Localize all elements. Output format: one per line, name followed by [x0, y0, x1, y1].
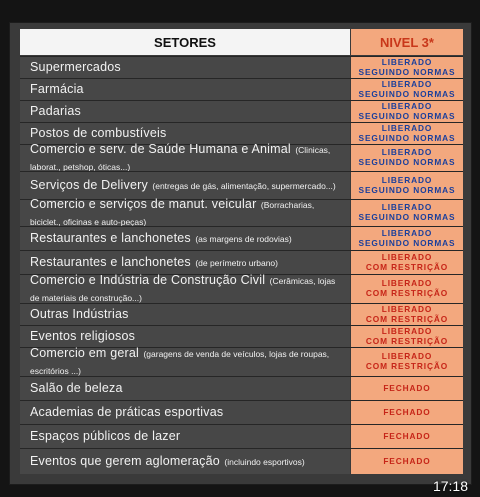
status-cell [351, 304, 463, 325]
sector-cell [20, 251, 350, 274]
status-text: SEGUINDO NORMAS [358, 237, 456, 248]
table-row [20, 250, 463, 274]
sector-name: Academias de práticas esportivas [30, 405, 224, 420]
sector-table [9, 22, 472, 485]
sector-text [30, 81, 340, 98]
sector-note: (de perímetro urbano) [195, 258, 278, 269]
sector-text [30, 230, 340, 247]
sector-cell [20, 425, 350, 448]
status-cell [351, 425, 463, 448]
sector-cell [20, 275, 350, 303]
sector-name: Comercio e Indústria de Construção Civil [30, 273, 266, 288]
header-level: NIVEL 3* [351, 29, 463, 55]
sector-note: (Clinicas, laborat., petshop, óticas...) [30, 145, 331, 172]
sector-name: Serviços de Delivery [30, 178, 148, 193]
status-cell [351, 145, 463, 171]
status-text: LIBERADO [381, 100, 433, 111]
status-text: SEGUINDO NORMAS [358, 110, 456, 121]
table-row [20, 424, 463, 448]
status-text: LIBERADO [381, 325, 433, 336]
status-text: COM RESTRIÇÃO [365, 261, 449, 272]
sector-cell [20, 377, 350, 400]
status-cell [351, 348, 463, 376]
status-cell [351, 401, 463, 424]
sector-cell [20, 401, 350, 424]
table-row [20, 274, 463, 303]
sector-note: (Cerâmicas, lojas de materiais de construção...) [30, 276, 336, 303]
sector-text [30, 328, 340, 345]
status-text: LIBERADO [381, 202, 433, 213]
sector-text [30, 380, 340, 397]
sector-note: (entregas de gás, alimentação, supermercado...) [152, 181, 336, 192]
table-row [20, 226, 463, 250]
sector-cell [20, 79, 350, 100]
table-row [20, 347, 463, 376]
sector-text [30, 141, 340, 175]
sector-cell [20, 449, 350, 474]
sector-name: Outras Indústrias [30, 307, 129, 322]
table-row [20, 100, 463, 122]
sector-cell [20, 101, 350, 122]
sector-name: Eventos que gerem aglomeração [30, 454, 220, 469]
status-text: SEGUINDO NORMAS [358, 157, 456, 167]
status-text: SEGUINDO NORMAS [358, 132, 456, 143]
status-cell [351, 377, 463, 400]
status-text: COM RESTRIÇÃO [365, 335, 449, 346]
sector-name: Supermercados [30, 60, 121, 75]
status-cell [351, 227, 463, 250]
status-cell [351, 326, 463, 347]
status-cell [351, 200, 463, 226]
sector-text [30, 59, 340, 76]
status-text: FECHADO [383, 430, 431, 441]
table-row [20, 78, 463, 100]
status-text: SEGUINDO NORMAS [358, 88, 456, 99]
status-text: SEGUINDO NORMAS [358, 212, 456, 222]
sector-cell [20, 304, 350, 325]
status-text: LIBERADO [381, 351, 433, 362]
sector-cell [20, 326, 350, 347]
sector-text [30, 272, 340, 306]
status-text: FECHADO [383, 382, 431, 393]
sector-note: (garagens de venda de veículos, lojas de roupas, escritórios ...) [30, 349, 330, 376]
status-cell [351, 57, 463, 78]
status-text: LIBERADO [381, 122, 433, 133]
sector-text [30, 404, 340, 421]
sector-cell [20, 57, 350, 78]
status-text: LIBERADO [381, 251, 433, 262]
status-text: LIBERADO [381, 56, 433, 67]
sector-name: Padarias [30, 104, 81, 119]
status-cell [351, 275, 463, 303]
sector-text [30, 306, 340, 323]
sector-cell [20, 142, 350, 172]
table-row [20, 303, 463, 325]
video-timestamp: 17:18 [432, 478, 468, 494]
status-cell [351, 449, 463, 474]
status-text: LIBERADO [381, 147, 433, 158]
table-row [20, 199, 463, 226]
table-row [20, 376, 463, 400]
sector-name: Farmácia [30, 82, 84, 97]
sector-name: Postos de combustíveis [30, 126, 167, 141]
status-cell [351, 251, 463, 274]
sector-name: Salão de beleza [30, 381, 123, 396]
sector-text [30, 453, 340, 470]
status-text: FECHADO [383, 455, 431, 466]
sector-name: Espaços públicos de lazer [30, 429, 181, 444]
sector-name: Restaurantes e lanchonetes [30, 231, 191, 246]
sector-name: Comercio e serviços de manut. veicular [30, 197, 257, 212]
table-row [20, 448, 463, 474]
status-text: FECHADO [383, 406, 431, 417]
status-text: SEGUINDO NORMAS [358, 66, 456, 77]
table-row [20, 325, 463, 347]
sector-name: Comercio em geral [30, 346, 139, 361]
sector-text [30, 345, 340, 379]
status-text: LIBERADO [381, 278, 433, 289]
sector-cell [20, 172, 350, 199]
sector-name: Comercio e serv. de Saúde Humana e Animal [30, 142, 291, 157]
sector-note: (as margens de rodovias) [195, 234, 292, 245]
status-text: COM RESTRIÇÃO [365, 288, 449, 298]
sector-note: (incluindo esportivos) [224, 457, 305, 468]
sector-text [30, 177, 340, 194]
table-row [20, 171, 463, 199]
status-cell [351, 101, 463, 122]
sector-text [30, 103, 340, 120]
sector-name: Eventos religiosos [30, 329, 136, 344]
status-cell [351, 123, 463, 144]
status-cell [351, 172, 463, 199]
sector-note: (Borracharias, biciclet., oficinas e auto-peças) [30, 200, 315, 227]
status-text: SEGUINDO NORMAS [358, 184, 456, 195]
table-row [20, 400, 463, 424]
sector-text [30, 428, 340, 445]
sector-cell [20, 348, 350, 376]
sector-text [30, 254, 340, 271]
status-text: LIBERADO [381, 303, 433, 314]
status-text: LIBERADO [381, 174, 433, 185]
header-sectors: SETORES [20, 29, 350, 55]
status-text: LIBERADO [381, 227, 433, 238]
sector-text [30, 196, 340, 230]
status-cell [351, 79, 463, 100]
sector-cell [20, 227, 350, 250]
sector-cell [20, 197, 350, 227]
table-row [20, 56, 463, 78]
status-text: COM RESTRIÇÃO [365, 361, 449, 371]
sector-name: Restaurantes e lanchonetes [30, 255, 191, 270]
status-text: LIBERADO [381, 78, 433, 89]
status-text: COM RESTRIÇÃO [365, 313, 449, 324]
table-row [20, 144, 463, 171]
